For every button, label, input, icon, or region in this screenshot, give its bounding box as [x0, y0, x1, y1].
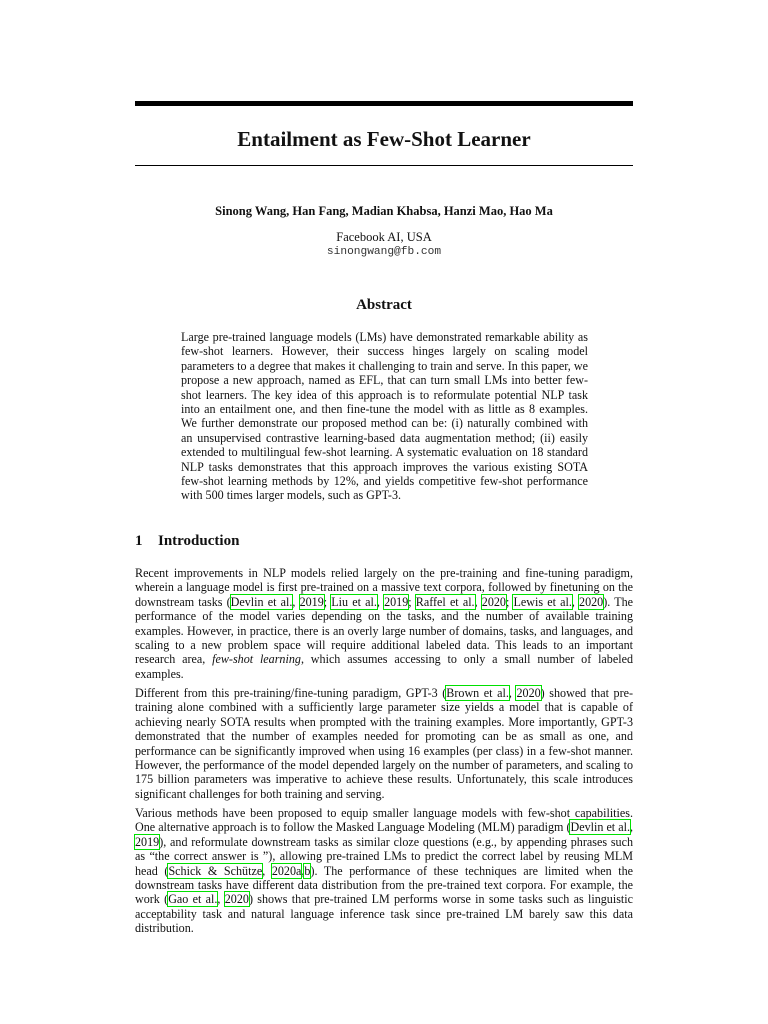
citation-separator: ;	[505, 594, 514, 609]
citation-link[interactable]: 2020	[516, 686, 541, 700]
citation-separator: ,	[508, 686, 517, 700]
citation-link[interactable]: 2020	[579, 594, 604, 609]
citation-separator: ,	[301, 863, 305, 878]
paper-title: Entailment as Few-Shot Learner	[237, 127, 531, 151]
citation-link[interactable]: Devlin et al.	[230, 594, 293, 609]
citation-link[interactable]: Liu et al.	[331, 594, 377, 609]
citation-link[interactable]: 2019	[384, 594, 409, 609]
intro-paragraph-2	[135, 686, 633, 801]
citation-separator: ,	[217, 892, 225, 907]
section-title: Introduction	[158, 533, 240, 549]
citation-separator: ,	[376, 594, 385, 609]
section-number: 1	[135, 533, 143, 549]
citation-separator: ;	[408, 594, 416, 609]
affiliation: Facebook AI, USA	[336, 230, 432, 244]
citation-link[interactable]: 2020	[224, 892, 249, 907]
citation-separator: ,	[474, 594, 482, 609]
citation-link[interactable]: Schick & Schütze	[168, 863, 263, 878]
citation-separator: ;	[323, 594, 332, 609]
citation-separator: ,	[629, 820, 633, 835]
citation-link[interactable]: Lewis et al.	[513, 594, 572, 609]
citation-separator: ,	[571, 594, 580, 609]
contact-email: sinongwang@fb.com	[326, 246, 442, 258]
paragraph-text: ). The performance of these techniques are limited when the downstream tasks have different data distribution from the pre-trained text corpora. For example, the work (	[135, 863, 633, 907]
paragraph-text: ). The performance of the model varies depending on the tasks, and the number of available training examples. However, in practice, there is an overly large number of domains, tasks, and languages, and scaling to a new problem space will require additional labeled data. This leads to an important research area,	[135, 594, 634, 667]
citation-link[interactable]: Raffel et al.	[415, 594, 475, 609]
paragraph-text: ) shows that pre-trained LM performs worse in some tasks such as linguistic acceptability task and natural language inference task since pre-trained LM barely saw this data distribution.	[135, 892, 634, 936]
intro-paragraph-3	[135, 806, 633, 936]
paragraph-text: Different from this pre-training/fine-tuning paradigm, GPT-3 (	[135, 686, 447, 700]
paragraph-text: , which assumes accessing to only a small number of labeled examples.	[135, 652, 633, 681]
paragraph-text: Various methods have been proposed to equip smaller language models with few-shot capabilities. One alternative approach is to follow the Masked Language Modeling (MLM) paradigm (	[135, 806, 633, 835]
author-list: Sinong Wang, Han Fang, Madian Khabsa, Hanzi Mao, Hao Ma	[215, 204, 553, 218]
title-top-rule	[135, 101, 633, 106]
citation-separator: ,	[292, 594, 300, 609]
abstract-body: Large pre-trained language models (LMs) have demonstrated remarkable ability as few-shot learners. However, their success hinges largely on scaling model parameters to a degree that makes it challenging to train and serve. In this paper, we propose a new approach, named as EFL, that can turn small LMs into better few-shot learners. The key idea of this approach is to reformulate potential NLP task into an entailment one, and then fine-tune the model with as little as 8 examples. We further demonstrate our proposed method can be: (i) naturally combined with an unsupervised contrastive learning-based data augmentation method; (ii) easily extended to multilingual few-shot learning. A systematic evaluation on 18 standard NLP tasks demonstrates that this approach improves the various existing SOTA few-shot learning methods by 12%, and yields competitive few-shot performance with 500 times larger models, such as GPT-3.	[181, 330, 588, 503]
citation-link[interactable]: Brown et al.	[446, 686, 509, 700]
section-heading-introduction	[135, 531, 633, 551]
citation-link[interactable]: 2020	[481, 594, 506, 609]
citation-link[interactable]: 2020a	[271, 863, 302, 878]
citation-link[interactable]: 2019	[135, 834, 160, 849]
citation-link[interactable]: Devlin et al.	[570, 820, 630, 835]
paragraph-text: ), and reformulate downstream tasks as similar cloze questions (e.g., by appending phrases such as “the correct answer is ”), allowing pre-trained LMs to predict the correct label by reusing MLM head (	[135, 834, 633, 878]
citation-link[interactable]: b	[304, 863, 311, 878]
title-bottom-rule	[135, 165, 633, 166]
citation-link[interactable]: 2019	[299, 594, 324, 609]
intro-paragraph-1	[135, 566, 633, 681]
citation-link[interactable]: Gao et al.	[168, 892, 218, 907]
paragraph-text: Recent improvements in NLP models relied largely on the pre-training and fine-tuning paradigm, wherein a language model is first pre-trained on a massive text corpora, followed by finetuning on the downstream tasks (	[135, 566, 633, 609]
paragraph-text: ) showed that pre-training alone combined with a sufficiently large parameter size yields a model that is capable of achieving nearly SOTA results when prompted with the training examples. More importantly, GPT-3 demonstrated that the number of examples needed for promoting can be as small as one, and performance can be significantly improved when using 16 examples (per class) in a few-shot manner. However, the performance of the model depended largely on the number of parameters, and scaling to 175 billion parameters was imperative to achieve these results. Unfortunately, this scale introduces significant challenges for both training and serving.	[135, 686, 634, 801]
citation-separator: ,	[262, 863, 272, 878]
abstract-heading: Abstract	[356, 297, 412, 313]
emphasis-text: few-shot learning	[212, 652, 301, 667]
